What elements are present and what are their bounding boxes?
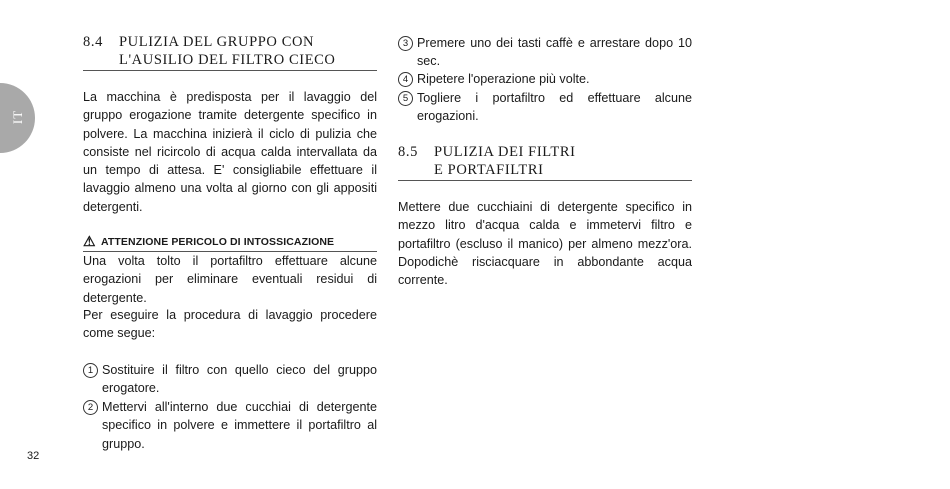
section-8-5-heading [398,143,692,181]
warning-title: ATTENZIONE PERICOLO DI INTOSSICAZIONE [101,236,335,248]
step-text: Premere uno dei tasti caffè e arrestare dopo 10 sec. [417,36,692,69]
section-title-line1: PULIZIA DEL GRUPPO CON [119,34,315,50]
step-item [398,89,692,126]
section-title-line2: E PORTAFILTRI [434,162,544,178]
step-item [83,361,377,398]
language-tab [0,83,35,153]
step-text: Mettervi all'interno due cucchiai di detergente specifico in polvere e immettere il portafiltro al gruppo. [102,400,377,451]
step-item [83,398,377,453]
warning-heading [83,233,377,252]
intro-paragraph: La macchina è predisposta per il lavaggio del gruppo erogazione tramite detergente specifico in polvere. La macchina inizierà il ciclo di pulizia che consiste nel ricircolo di acqua calda intervallata da un tempo di attesa. E' consigliabile effettuare il lavaggio almeno una volta al giorno con gli appositi detergenti. [83,90,377,214]
filters-paragraph: Mettere due cucchiaini di detergente specifico in mezzo litro d'acqua calda e immetervi filtro e portafiltro (escluso il manico) per almeno mezz'ora. Dopodichè risciacquare in abbondante acqua corrente. [398,200,692,288]
step-text: Sostituire il filtro con quello cieco del gruppo erogatore. [102,363,377,396]
page-number: 32 [27,450,40,462]
section-title-line1: PULIZIA DEI FILTRI [434,144,576,160]
step-marker: 1 [83,363,98,378]
section-number: 8.5 [398,144,418,160]
step-item [398,34,692,71]
step-text: Togliere i portafiltro ed effettuare alcune erogazioni. [417,91,692,124]
step-marker: 5 [398,91,413,106]
section-number: 8.4 [83,34,103,50]
warning-triangle-icon: ⚠ [83,233,96,249]
step-marker: 3 [398,36,413,51]
step-marker: 2 [83,400,98,415]
section-8-4-heading [83,33,377,71]
step-marker: 4 [398,72,413,87]
procedure-intro: Per eseguire la procedura di lavaggio procedere come segue: [83,308,377,341]
section-title-line2: L'AUSILIO DEL FILTRO CIECO [119,52,336,68]
language-label: IT [10,109,26,125]
step-item [398,70,692,88]
step-text: Ripetere l'operazione più volte. [417,72,590,86]
warning-text: Una volta tolto il portafiltro effettuare alcune erogazioni per eliminare eventuali residui di detergente. [83,254,377,305]
